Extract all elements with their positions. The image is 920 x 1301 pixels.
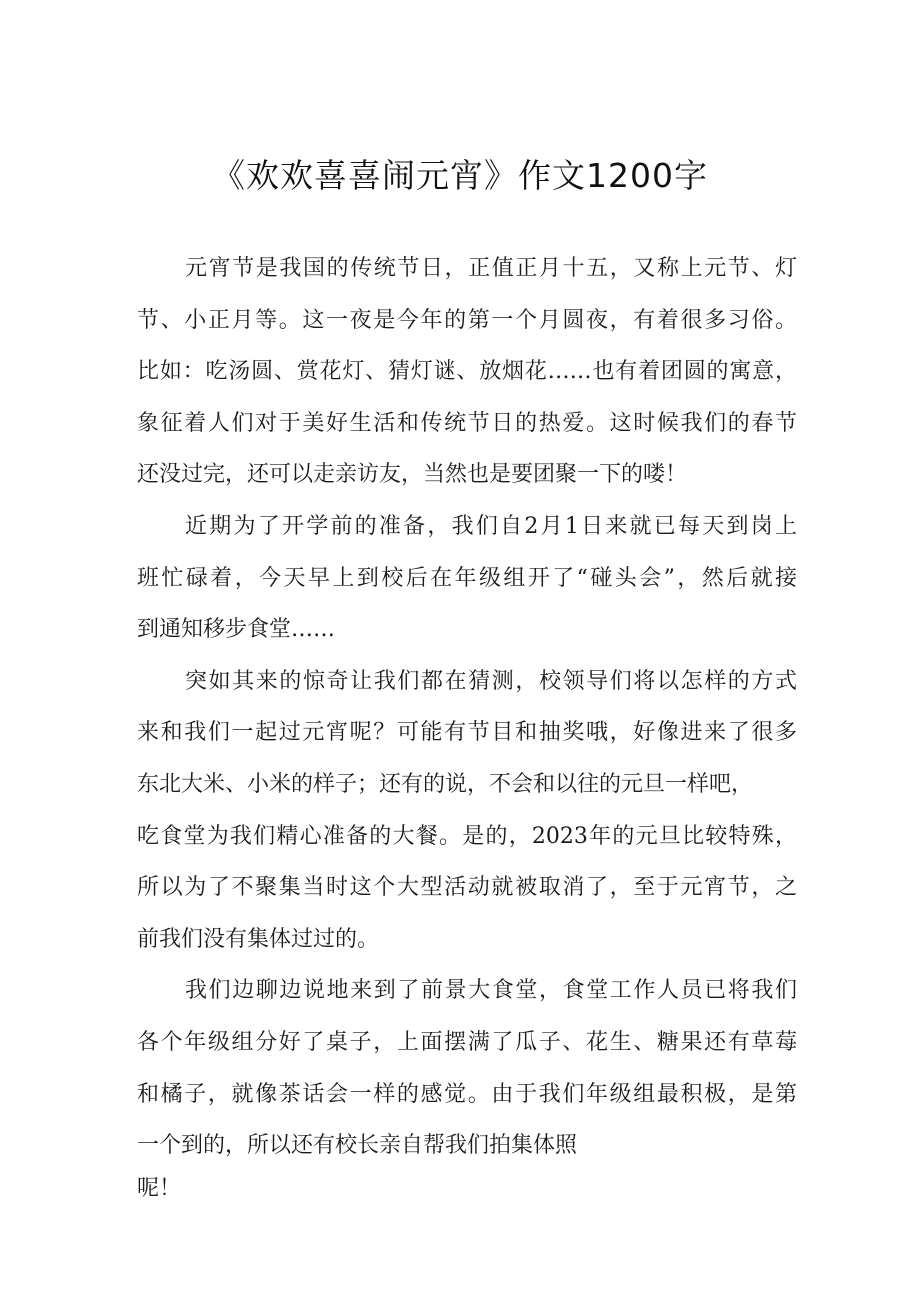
text-line: 来和我们一起过元宵呢？可能有节目和抽奖哦，好像进来了很多 xyxy=(137,720,797,746)
text-line: 东北大米、小米的样子；还有的说，不会和以往的元旦一样吧， xyxy=(137,771,754,797)
text-line: 近期为了开学前的准备，我们自2月1日来就已每天到岗上 xyxy=(185,513,797,539)
document-body xyxy=(137,243,797,1206)
text-line: 比如：吃汤圆、赏花灯、猜灯谜、放烟花……也有着团圆的寓意， xyxy=(137,359,797,385)
text-line: 和橘子，就像茶话会一样的感觉。由于我们年级组最积极，是第 xyxy=(137,1081,797,1107)
text-line: 节、小正月等。这一夜是今年的第一个月圆夜，有着很多习俗。 xyxy=(137,307,797,333)
text-line: 突如其来的惊奇让我们都在猜测，校领导们将以怎样的方式 xyxy=(185,668,797,694)
text-line: 所以为了不聚集当时这个大型活动就被取消了，至于元宵节，之 xyxy=(137,875,797,901)
text-line: 象征着人们对于美好生活和传统节日的热爱。这时候我们的春节 xyxy=(137,410,797,436)
text-line: 元宵节是我国的传统节日，正值正月十五，又称上元节、灯 xyxy=(185,256,797,281)
text-line: 还没过完，还可以走亲访友，当然也是要团聚一下的喽！ xyxy=(137,462,688,488)
text-line: 班忙碌着，今天早上到校后在年级组开了“碰头会”，然后就接 xyxy=(137,565,797,591)
text-line: 前我们没有集体过过的。 xyxy=(137,926,380,952)
text-line: 各个年级组分好了桌子，上面摆满了瓜子、花生、糖果还有草莓 xyxy=(137,1029,797,1055)
document-title: 《欢欢喜喜闹元宵》作文1200字 xyxy=(212,156,708,195)
text-line: 我们边聊边说地来到了前景大食堂，食堂工作人员已将我们 xyxy=(185,978,797,1004)
text-line: 一个到的，所以还有校长亲自帮我们拍集体照 xyxy=(137,1133,578,1159)
text-line: 到通知移步食堂…… xyxy=(137,617,336,643)
text-line: 吃食堂为我们精心准备的大餐。是的，2023年的元旦比较特殊， xyxy=(137,823,797,849)
text-line: 呢！ xyxy=(137,1175,182,1201)
